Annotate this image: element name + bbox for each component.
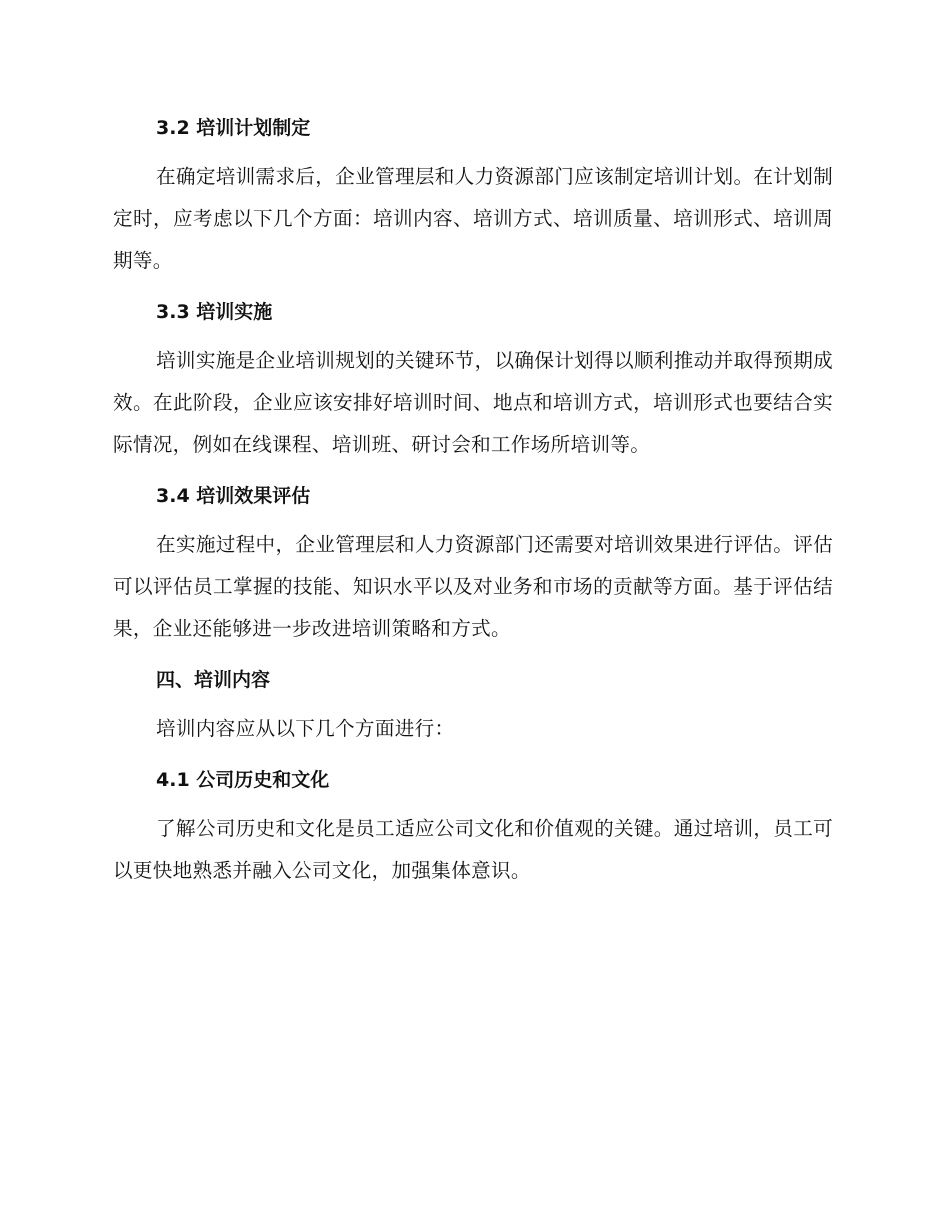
section-heading-3-2: 3.2 培训计划制定 [156, 117, 311, 139]
section-paragraph-4-1: 了解公司历史和文化是员工适应公司文化和价值观的关键。通过培训，员工可以更快地熟悉并融入公司文化，加强集体意识。 [113, 817, 833, 882]
section-heading-3-3: 3.3 培训实施 [156, 301, 273, 323]
document-content [113, 108, 833, 892]
section-heading-4: 四、培训内容 [156, 669, 271, 691]
section-paragraph-4: 培训内容应从以下几个方面进行： [156, 717, 455, 740]
section-heading-4-1: 4.1 公司历史和文化 [156, 769, 330, 791]
section-paragraph-3-2: 在确定培训需求后，企业管理层和人力资源部门应该制定培训计划。在计划制定时，应考虑以下几个方面：培训内容、培训方式、培训质量、培训形式、培训周期等。 [113, 165, 833, 272]
section-paragraph-3-4: 在实施过程中，企业管理层和人力资源部门还需要对培训效果进行评估。评估可以评估员工掌握的技能、知识水平以及对业务和市场的贡献等方面。基于评估结果，企业还能够进一步改进培训策略和方式。 [113, 533, 833, 640]
section-heading-3-4: 3.4 培训效果评估 [156, 485, 311, 507]
section-paragraph-3-3: 培训实施是企业培训规划的关键环节，以确保计划得以顺利推动并取得预期成效。在此阶段，企业应该安排好培训时间、地点和培训方式，培训形式也要结合实际情况，例如在线课程、培训班、研讨会和工作场所培训等。 [113, 349, 833, 456]
